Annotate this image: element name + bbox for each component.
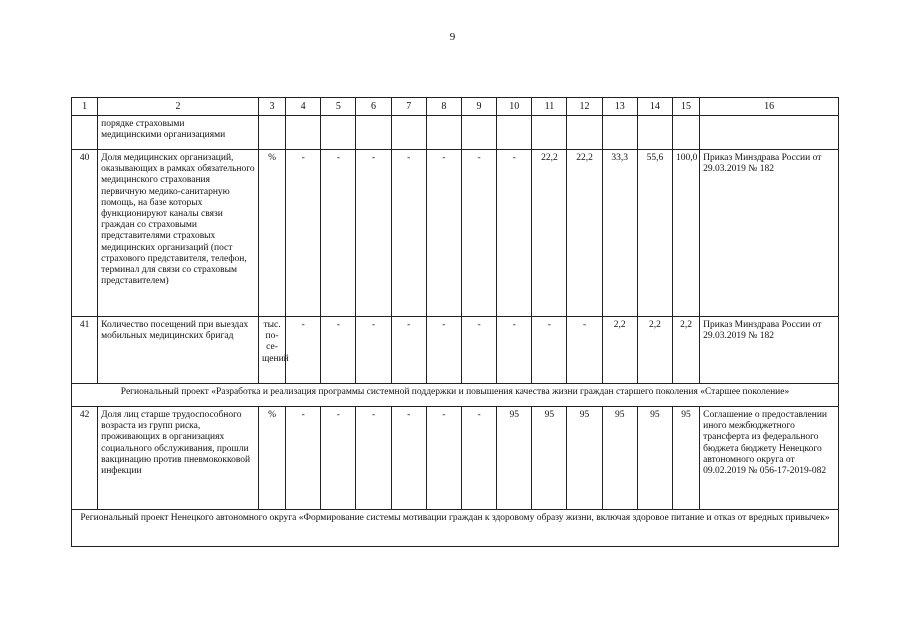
- unit-cell: %: [258, 407, 285, 510]
- indicator-name: Доля лиц старше трудоспособного возраста из групп риска, проживающих в организациях социального обслуживания, прошли вакцинацию против пневмококковой инфекции: [98, 407, 259, 510]
- row-number: 40: [72, 150, 98, 317]
- col-header: 16: [700, 98, 839, 116]
- col-header: 14: [637, 98, 672, 116]
- col-header: 10: [497, 98, 532, 116]
- section-row: [72, 384, 839, 407]
- value-cell: -: [286, 407, 321, 510]
- col-header: 12: [567, 98, 602, 116]
- section-title: Региональный проект Ненецкого автономного округа «Формирование системы мотивации граждан к здоровому образу жизни, включая здоровое питание и отказ от вредных привычек»: [72, 510, 839, 547]
- table-row: [72, 407, 839, 510]
- value-cell: -: [321, 150, 356, 317]
- value-cell: 95: [637, 407, 672, 510]
- value-cell: 22,2: [532, 150, 567, 317]
- col-header: 1: [72, 98, 98, 116]
- value-cell: -: [461, 150, 496, 317]
- col-header: 11: [532, 98, 567, 116]
- value-cell: -: [391, 150, 426, 317]
- col-header: 6: [356, 98, 391, 116]
- value-cell: -: [461, 407, 496, 510]
- col-header: 7: [391, 98, 426, 116]
- value-cell: 33,3: [602, 150, 637, 317]
- col-header: 3: [258, 98, 285, 116]
- indicator-name: порядке страховыми медицинскими организациями: [98, 116, 259, 150]
- value-cell: 95: [602, 407, 637, 510]
- value-cell: -: [532, 317, 567, 384]
- table-row-continuation: [72, 116, 839, 150]
- col-header: 8: [426, 98, 461, 116]
- table-row: [72, 150, 839, 317]
- indicator-name: Доля медицинских организаций, оказывающих в рамках обязательного медицинского страхования первичную медико-санитарную помощь, на базе которых функционируют каналы связи граждан со страховыми представителями страховых медицинских организаций (пост страхового представителя, телефон, терминал для связи со страховым представителем): [98, 150, 259, 317]
- section-row: [72, 510, 839, 547]
- header-row: [72, 98, 839, 116]
- source-cell: Приказ Минздрава России от 29.03.2019 № 182: [700, 150, 839, 317]
- value-cell: -: [286, 317, 321, 384]
- value-cell: -: [391, 407, 426, 510]
- value-cell: -: [497, 150, 532, 317]
- indicators-table: [71, 97, 839, 547]
- value-cell: 22,2: [567, 150, 602, 317]
- value-cell: -: [321, 317, 356, 384]
- unit-cell: тыс. по-се-щений: [258, 317, 285, 384]
- value-cell: -: [426, 407, 461, 510]
- col-header: 2: [98, 98, 259, 116]
- page-number: 9: [449, 31, 456, 43]
- value-cell: 2,2: [672, 317, 699, 384]
- value-cell: -: [426, 317, 461, 384]
- table-row: [72, 317, 839, 384]
- source-cell: Приказ Минздрава России от 29.03.2019 № 182: [700, 317, 839, 384]
- value-cell: -: [356, 150, 391, 317]
- value-cell: -: [356, 317, 391, 384]
- value-cell: -: [426, 150, 461, 317]
- value-cell: -: [567, 317, 602, 384]
- indicator-name: Количество посещений при выездах мобильных медицинских бригад: [98, 317, 259, 384]
- row-number: 42: [72, 407, 98, 510]
- value-cell: -: [497, 317, 532, 384]
- value-cell: 95: [532, 407, 567, 510]
- value-cell: 95: [497, 407, 532, 510]
- value-cell: -: [321, 407, 356, 510]
- col-header: 4: [286, 98, 321, 116]
- section-title: Региональный проект «Разработка и реализация программы системной поддержки и повышения качества жизни граждан старшего поколения «Старшее поколение»: [72, 384, 839, 407]
- value-cell: -: [391, 317, 426, 384]
- col-header: 13: [602, 98, 637, 116]
- value-cell: -: [356, 407, 391, 510]
- value-cell: 95: [672, 407, 699, 510]
- value-cell: 2,2: [602, 317, 637, 384]
- row-number: 41: [72, 317, 98, 384]
- col-header: 5: [321, 98, 356, 116]
- value-cell: 100,0: [672, 150, 699, 317]
- unit-cell: %: [258, 150, 285, 317]
- col-header: 9: [461, 98, 496, 116]
- value-cell: -: [461, 317, 496, 384]
- value-cell: 95: [567, 407, 602, 510]
- value-cell: -: [286, 150, 321, 317]
- source-cell: Соглашение о предоставлении иного межбюджетного трансферта из федерального бюджета бюджету Ненецкого автономного округа от 09.02.2019 № 056-17-2019-082: [700, 407, 839, 510]
- col-header: 15: [672, 98, 699, 116]
- value-cell: 2,2: [637, 317, 672, 384]
- value-cell: 55,6: [637, 150, 672, 317]
